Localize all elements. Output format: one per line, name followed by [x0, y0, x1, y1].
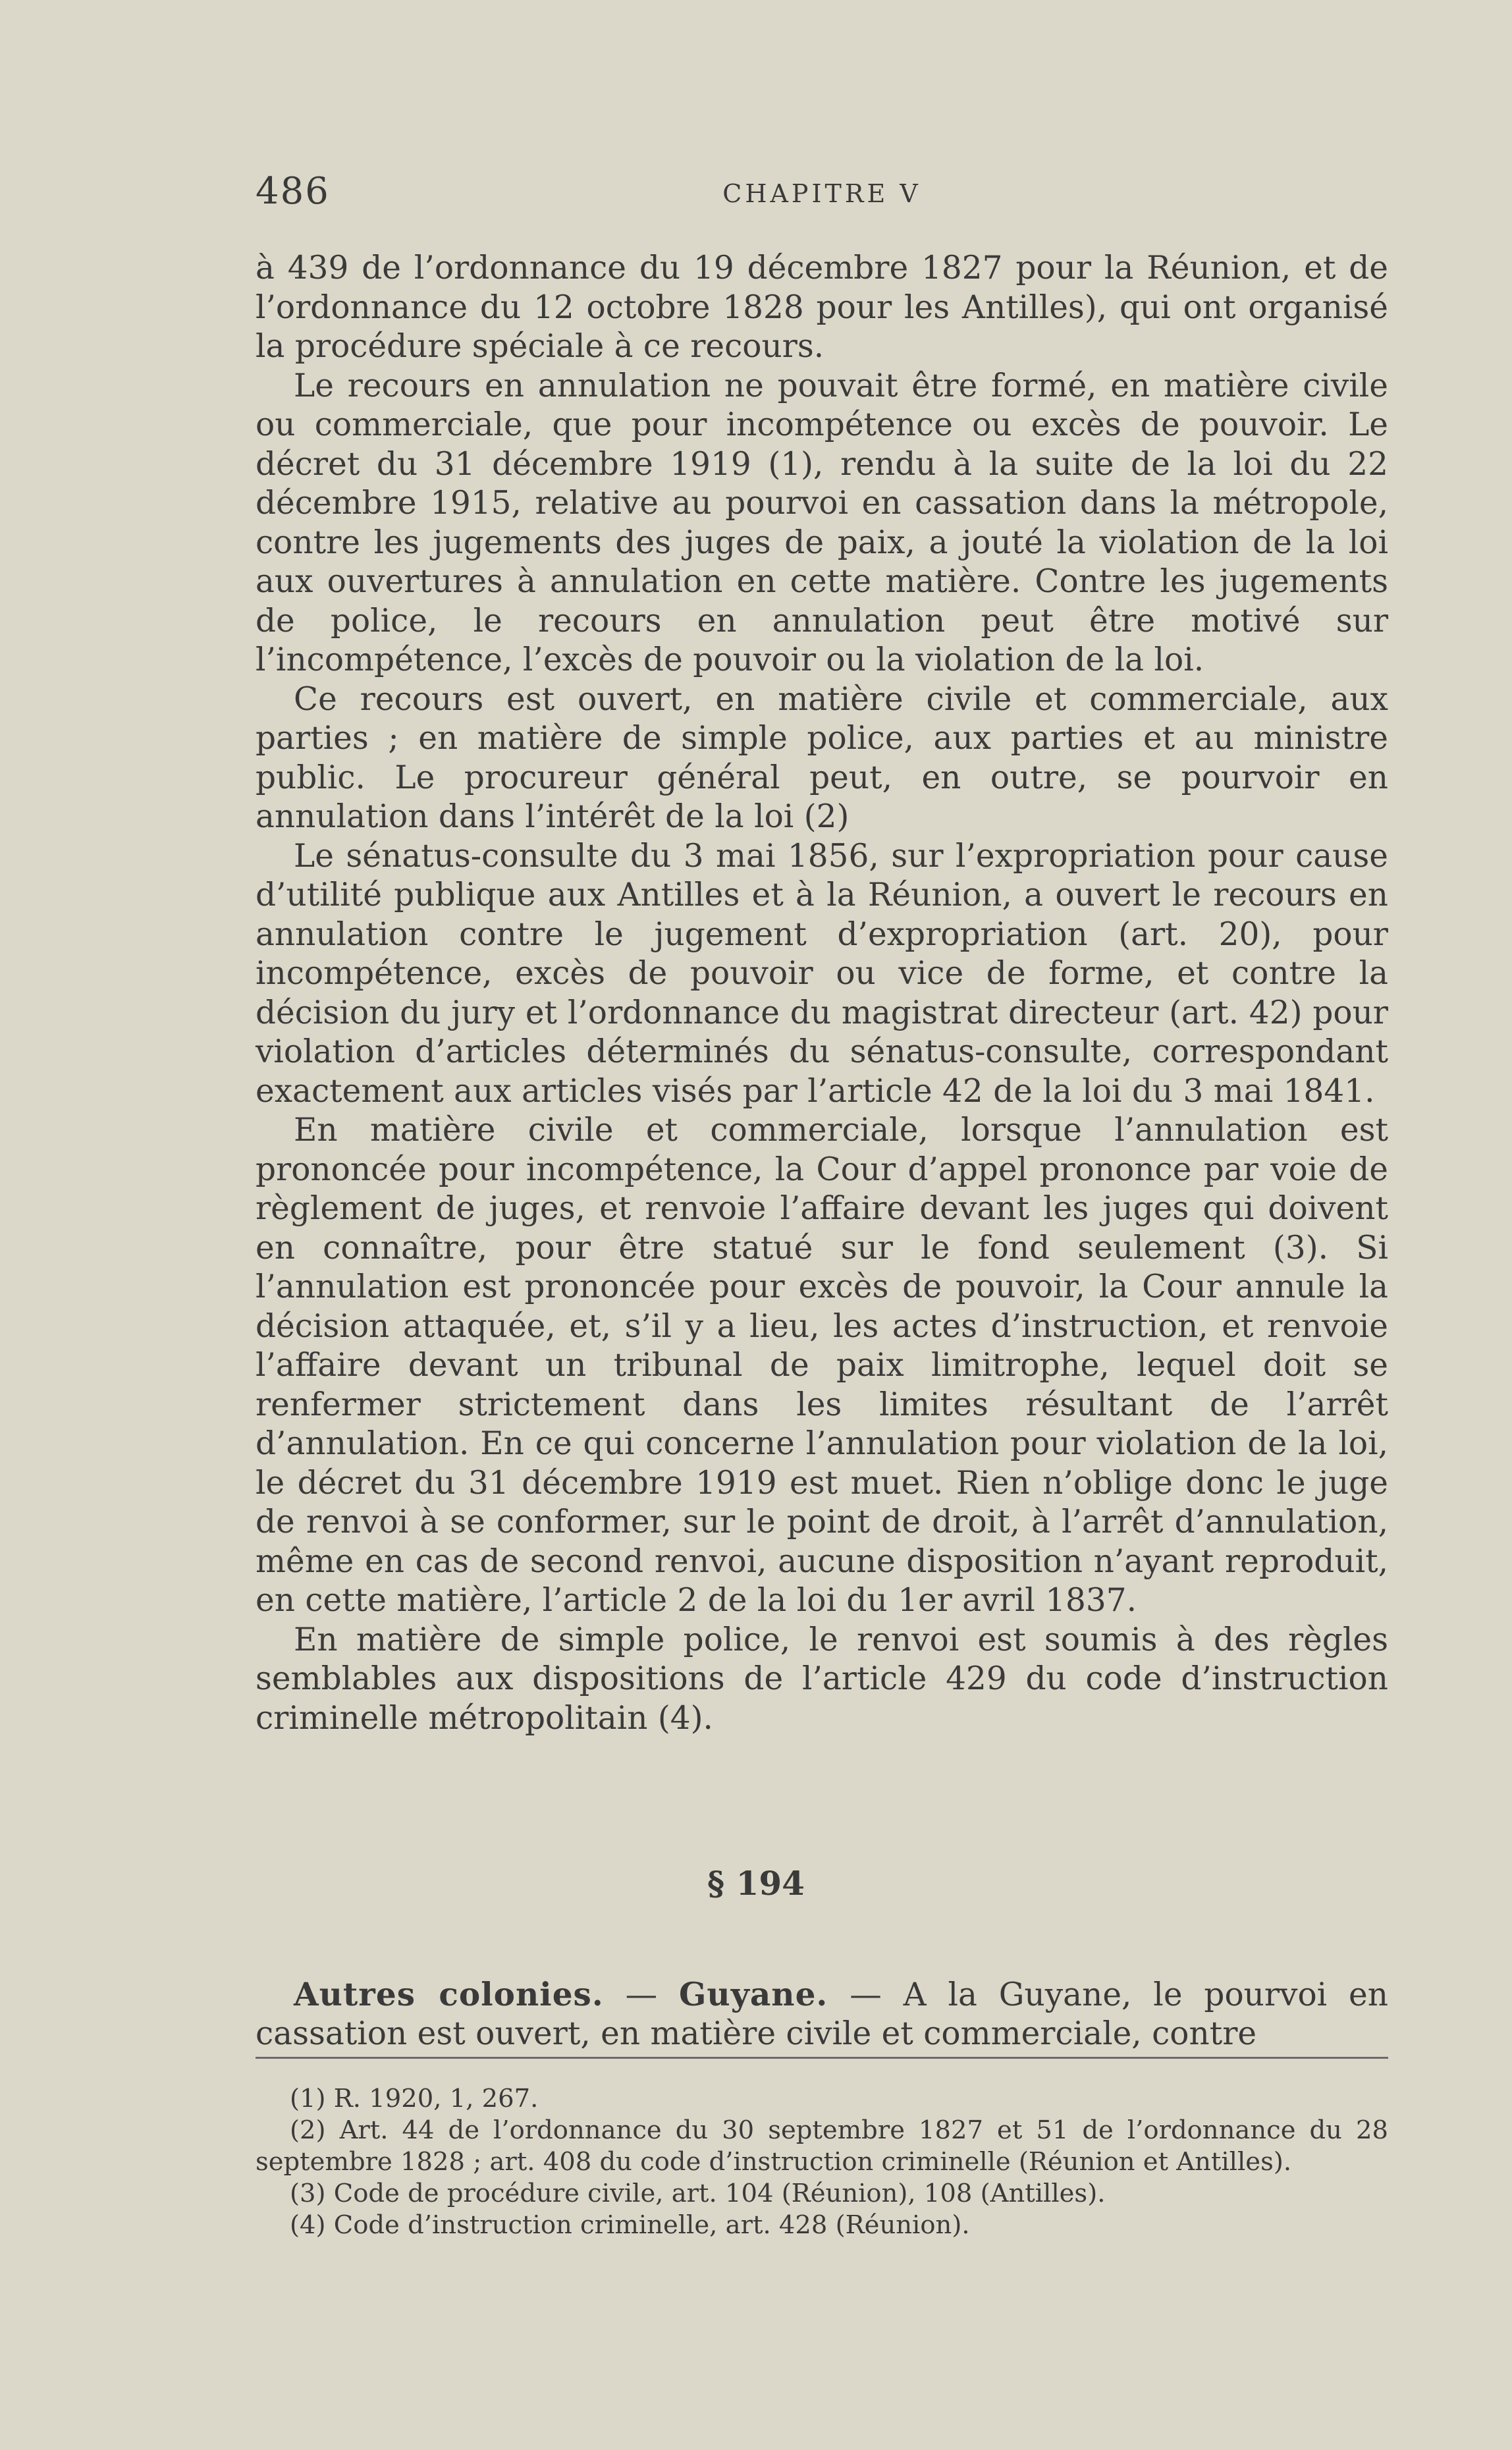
footnote: (2) Art. 44 de l’ordonnance du 30 septembre 1827 et 51 de l’ordonnance du 28 septembre 1828 ; art. 408 du code d’instruction criminelle (Réunion et Antilles). — [256, 2115, 1388, 2177]
footnotes — [256, 2083, 1388, 2241]
paragraph: En matière civile et commerciale, lorsque l’annulation est prononcée pour incompétence, la Cour d’appel prononce par voie de règlement de juges, et renvoie l’affaire devant les juges qui doivent en connaître, pour être statué sur le fond seulement (3). Si l’annulation est prononcée pour excès de pouvoir, la Cour annule la décision attaquée, et, s’il y a lieu, les actes d’instruction, et renvoie l’affaire devant un tribunal de paix limitrophe, lequel doit se renfermer strictement dans les limites résultant de l’arrêt d’annulation. En ce qui concerne l’annulation pour violation de la loi, le décret du 31 décembre 1919 est muet. Rien n’oblige donc le juge de renvoi à se conformer, sur le point de droit, à l’arrêt d’annulation, même en cas de second renvoi, aucune disposition n’ayant reproduit, en cette matière, l’article 2 de la loi du 1er avril 1837. — [256, 1112, 1388, 1619]
paragraph: Le sénatus-consulte du 3 mai 1856, sur l’expropriation pour cause d’utilité publique aux Antilles et à la Réunion, a ouvert le recours en annulation contre le jugement d’expropriation (art. 20), pour incompétence, excès de pouvoir ou vice de forme, et contre la décision du jury et l’ordonnance du magistrat directeur (art. 42) pour violation d’articles déterminés du sénatus-consulte, correspondant exactement aux articles visés par l’article 42 de la loi du 3 mai 1841. — [256, 837, 1388, 1110]
section-heading-colonies: Autres colonies. — [294, 1975, 604, 2013]
section-paragraph — [256, 1975, 1388, 2054]
section-number: § 194 — [707, 1864, 805, 1903]
body-text — [256, 249, 1388, 1738]
page-number: 486 — [256, 170, 330, 213]
paragraph: En matière de simple police, le renvoi est soumis à des règles semblables aux dispositions de l’article 429 du code d’instruction criminelle métropolitain (4). — [256, 1621, 1388, 1737]
em-dash: — — [603, 1976, 680, 2013]
footnote: (3) Code de procédure civile, art. 104 (Réunion), 108 (Antilles). — [290, 2179, 1106, 2208]
em-dash: — — [828, 1976, 904, 2013]
footnote: (4) Code d’instruction criminelle, art. 428 (Réunion). — [290, 2210, 970, 2240]
paragraph-continuation: à 439 de l’ordonnance du 19 décembre 1827 pour la Réunion, et de l’ordonnance du 12 octobre 1828 pour les Antilles), qui ont organisé la procédure spéciale à ce recours. — [256, 250, 1388, 365]
page-header — [256, 170, 1388, 216]
footnote: (1) R. 1920, 1, 267. — [290, 2084, 539, 2113]
section-heading-guyane: Guyane. — [679, 1975, 828, 2013]
footnote-separator — [256, 2057, 1388, 2059]
running-title: CHAPITRE V — [722, 179, 921, 208]
section-text: A la Guyane, le pourvoi en cassation est ouvert, en matière civile et commerciale, contre — [256, 1976, 1388, 2052]
paragraph: Ce recours est ouvert, en matière civile et commerciale, aux parties ; en matière de simple police, aux parties et au ministre public. Le procureur général peut, en outre, se pourvoir en annulation dans l’intérêt de la loi (2) — [256, 680, 1388, 835]
paragraph: Le recours en annulation ne pouvait être formé, en matière civile ou commerciale, que pour incompétence ou excès de pouvoir. Le décret du 31 décembre 1919 (1), rendu à la suite de la loi du 22 décembre 1915, relative au pourvoi en cassation dans la métropole, contre les jugements des juges de paix, a jouté la violation de la loi aux ouvertures à annulation en cette matière. Contre les jugements de police, le recours en annulation peut être motivé sur l’incompétence, l’excès de pouvoir ou la violation de la loi. — [256, 367, 1388, 678]
